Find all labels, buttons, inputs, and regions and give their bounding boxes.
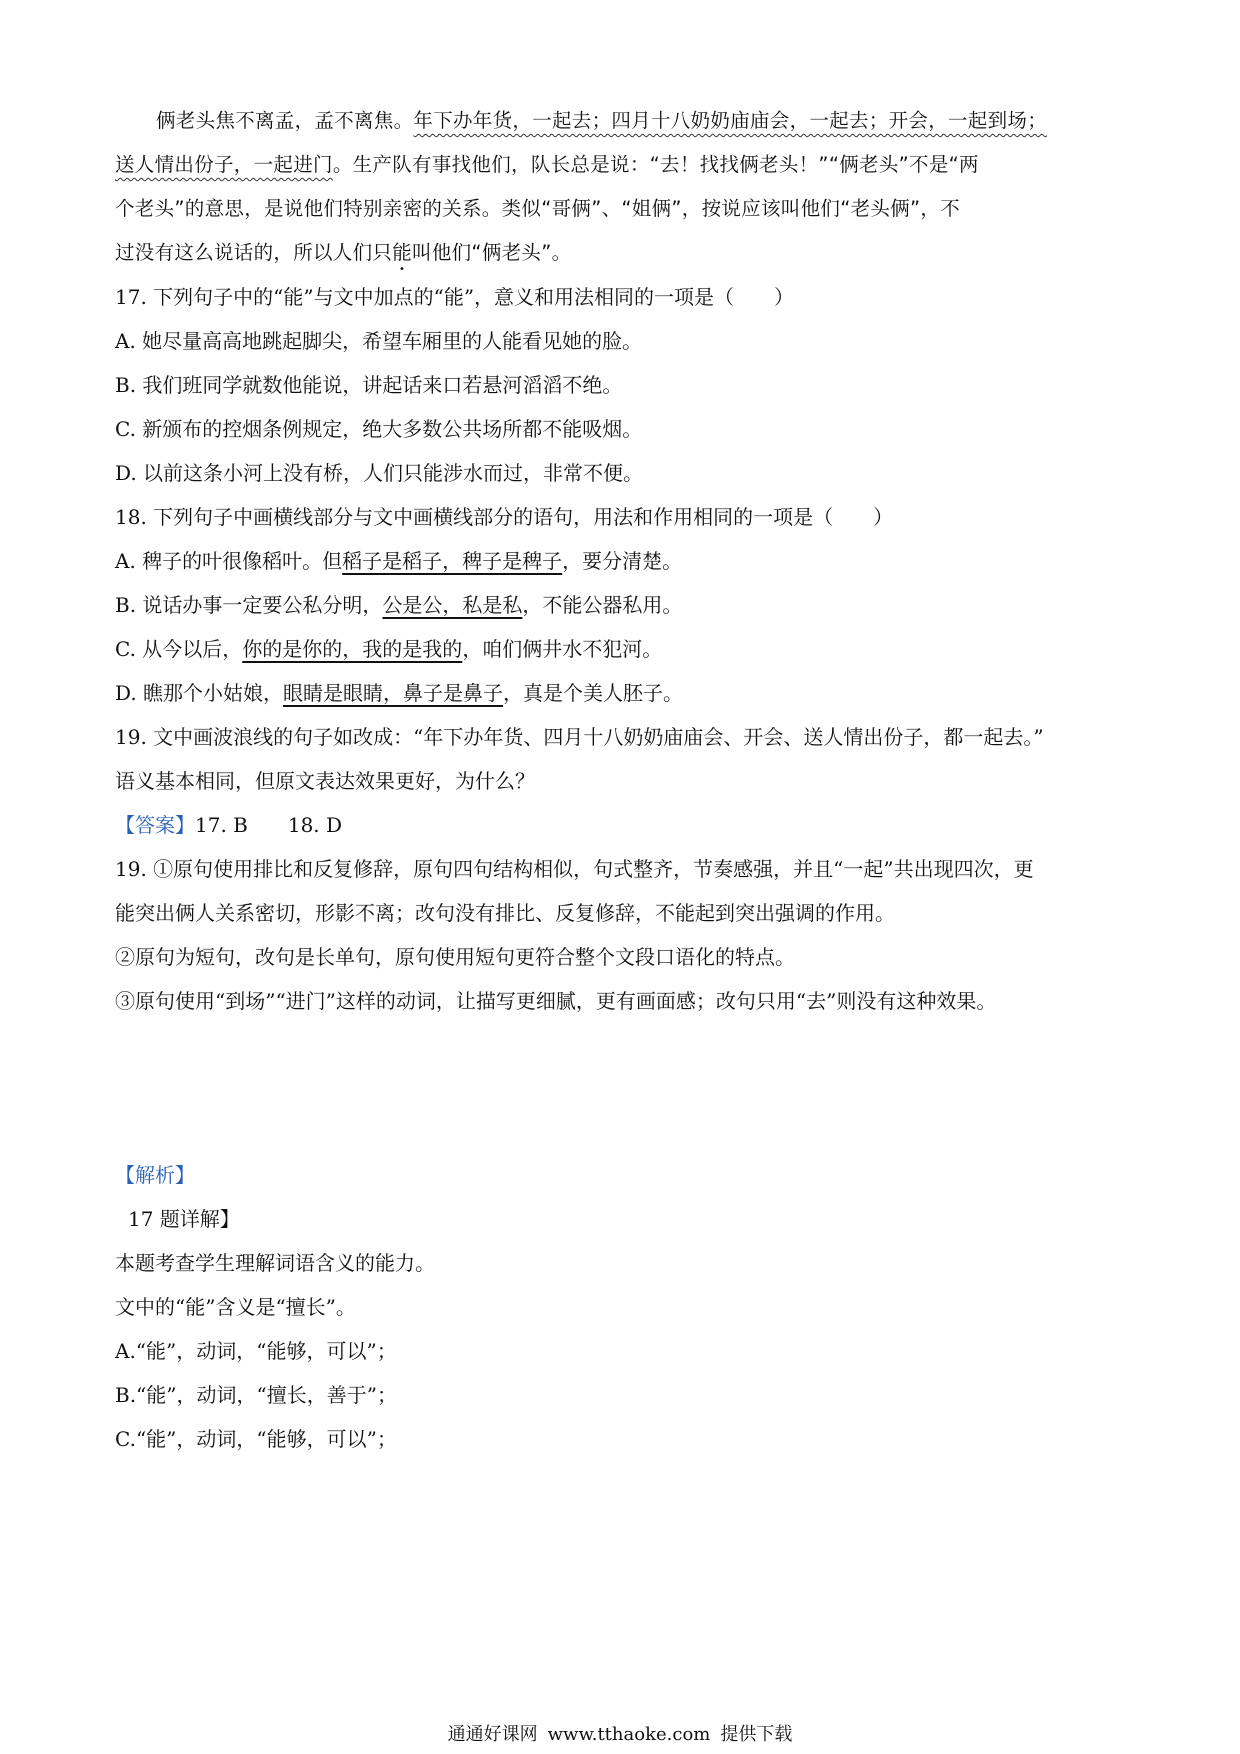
underlined-text: 你的是你的，我的是我的	[242, 637, 463, 661]
analysis-line-1: 本题考查学生理解词语含义的能力。	[115, 1251, 435, 1275]
question-18-option-a	[115, 546, 682, 576]
analysis-line-2: 文中的“能”含义是“擅长”。	[115, 1295, 356, 1319]
option-text: ，要分清楚。	[562, 549, 683, 573]
underlined-text: 眼睛是眼睛，鼻子是鼻子	[283, 681, 504, 705]
question-19-line-1: 19. 文中画波浪线的句子如改成：“年下办年货、四月十八奶奶庙庙会、开会、送人情出份子，都一起去。”	[115, 725, 1044, 749]
answer-19-line-1: 19. ①原句使用排比和反复修辞，原句四句结构相似，句式整齐，节奏感强，并且“一起”共出现四次，更	[115, 857, 1034, 881]
analysis-line-5: C.“能”，动词，“能够，可以”；	[115, 1427, 397, 1451]
passage-text: 。生产队有事找他们，队长总是说：“去！找找俩老头！”“俩老头”不是“两	[332, 153, 979, 176]
option-text: ，不能公器私用。	[522, 593, 683, 617]
option-text: ，咱们俩井水不犯河。	[462, 637, 663, 661]
passage-text: 叫他们“俩老头”。	[412, 241, 572, 264]
answer-19-line-3: ②原句为短句，改句是长单句，原句使用短句更符合整个文段口语化的特点。	[115, 945, 795, 969]
passage-text: 过没有这么说话的，所以人们只	[115, 241, 393, 264]
question-17-stem: 17. 下列句子中的“能”与文中加点的“能”，意义和用法相同的一项是（ ）	[115, 285, 795, 309]
question-18-option-c	[115, 634, 662, 664]
question-17-option-d: D. 以前这条小河上没有桥，人们只能涉水而过，非常不便。	[115, 461, 644, 485]
analysis-tag: 【解析】	[115, 1163, 195, 1187]
question-17-option-b: B. 我们班同学就数他能说，讲起话来口若悬河滔滔不绝。	[115, 373, 623, 397]
question-18-option-d	[115, 678, 683, 708]
passage-line-4	[115, 238, 571, 275]
dotted-character: 能	[392, 241, 413, 264]
option-text: C. 从今以后，	[115, 637, 243, 661]
passage-line-1	[156, 106, 1047, 136]
option-text: A. 稗子的叶很像稻叶。但	[115, 549, 343, 573]
option-text: B. 说话办事一定要公私分明，	[115, 593, 383, 617]
question-18-stem: 18. 下列句子中画横线部分与文中画横线部分的语句，用法和作用相同的一项是（ ）	[115, 505, 894, 529]
analysis-heading: 17 题详解】	[128, 1207, 240, 1231]
option-text: D. 瞧那个小姑娘，	[115, 681, 284, 705]
answer-tag: 【答案】	[115, 813, 195, 837]
analysis-line-3: A.“能”，动词，“能够，可以”；	[115, 1339, 397, 1363]
underlined-text: 公是公，私是私	[382, 593, 523, 617]
analysis-line-4: B.“能”，动词，“擅长，善于”；	[115, 1383, 397, 1407]
question-19-line-2: 语义基本相同，但原文表达效果更好，为什么？	[115, 769, 535, 793]
footer-url[interactable]: www.tthaoke.com	[547, 1724, 711, 1745]
passage-line-2	[115, 150, 979, 180]
underlined-text: 稻子是稻子，稗子是稗子	[342, 549, 563, 573]
question-17-option-c: C. 新颁布的控烟条例规定，绝大多数公共场所都不能吸烟。	[115, 417, 643, 441]
answer-19-line-4: ③原句使用“到场”“进门”这样的动词，让描写更细腻，更有画面感；改句只用“去”则没有这种效果。	[115, 989, 997, 1013]
answer-19-line-2: 能突出俩人关系密切，形影不离；改句没有排比、反复修辞，不能起到突出强调的作用。	[115, 901, 895, 925]
footer-site-name: 通通好课网	[447, 1724, 538, 1745]
page-footer	[0, 1722, 1240, 1748]
passage-line-3: 个老头”的意思，是说他们特别亲密的关系。类似“哥俩”、“姐俩”，按说应该叫他们“老头俩”，不	[115, 197, 961, 220]
footer-suffix: 提供下载	[720, 1724, 793, 1745]
option-text: ，真是个美人胚子。	[503, 681, 684, 705]
answer-text: 17. B 18. D	[195, 813, 343, 837]
wavy-underlined-text: 送人情出份子，一起进门	[115, 153, 333, 176]
question-18-option-b	[115, 590, 682, 620]
passage-text: 俩老头焦不离孟，孟不离焦。	[156, 109, 414, 132]
answer-line	[115, 810, 342, 840]
question-17-option-a: A. 她尽量高高地跳起脚尖，希望车厢里的人能看见她的脸。	[115, 329, 643, 353]
wavy-underlined-text: 年下办年货，一起去；四月十八奶奶庙庙会，一起去；开会，一起到场；	[413, 109, 1048, 132]
